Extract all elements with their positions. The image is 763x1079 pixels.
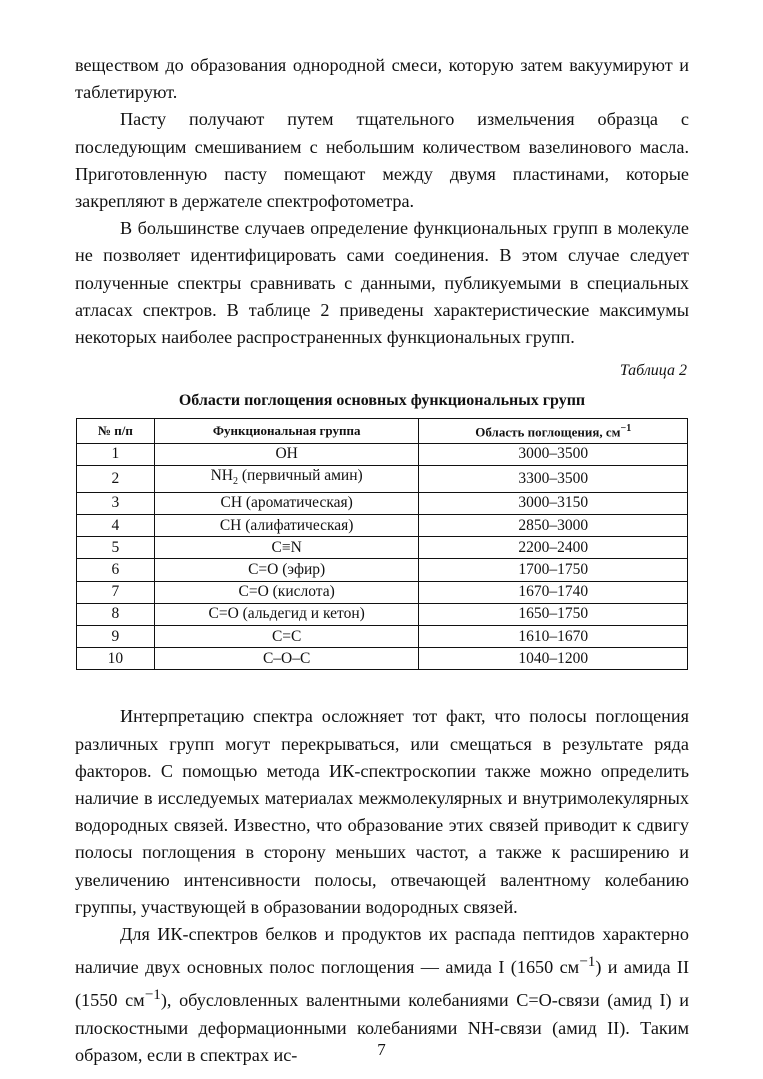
- absorption-table: [76, 418, 688, 670]
- cell-group: C–O–C: [154, 648, 419, 670]
- table-row: [77, 537, 688, 559]
- paragraph-5-part-2: ) и амида II (1550 см: [75, 957, 690, 1011]
- cell-range: 1040–1200: [419, 648, 688, 670]
- header-range-sup: −1: [620, 423, 632, 435]
- cell-number: 8: [77, 603, 155, 625]
- cell-number: 3: [77, 492, 155, 514]
- cell-range: 3000–3150: [419, 492, 688, 514]
- cell-group: C=O (кислота): [154, 581, 419, 603]
- header-group: Функциональная группа: [154, 419, 419, 443]
- table-label: Таблица 2: [619, 362, 687, 380]
- cell-group: C≡N: [154, 537, 419, 559]
- cell-range: 1610–1670: [419, 625, 688, 647]
- cell-number: 6: [77, 559, 155, 581]
- cell-group: [154, 465, 419, 492]
- cell-number: 7: [77, 581, 155, 603]
- table-row: [77, 492, 688, 514]
- header-range: [419, 419, 688, 443]
- cell-range: 2850–3000: [419, 515, 688, 537]
- table-row: [77, 465, 688, 492]
- table-header-row: [77, 419, 688, 443]
- cell-range: 1700–1750: [419, 559, 688, 581]
- cell-group: CH (алифатическая): [154, 515, 419, 537]
- cell-group: C=O (эфир): [154, 559, 419, 581]
- table-row: [77, 515, 688, 537]
- cell-number: 9: [77, 625, 155, 647]
- cell-number: 5: [77, 537, 155, 559]
- page-body: [75, 52, 689, 1069]
- cell-group: CH (ароматическая): [154, 492, 419, 514]
- header-number: № п/п: [77, 419, 155, 443]
- paragraph-5-part-1: Для ИК-спектров белков и продуктов их распада пептидов характерно наличие двух основных полос поглощения — амида I (1650 см: [75, 923, 689, 978]
- header-range-text: Область поглощения, см: [475, 424, 621, 440]
- cell-range: 3000–3500: [419, 443, 688, 465]
- table-caption: Области поглощения основных функциональных групп: [178, 392, 586, 410]
- cell-group-sub: 2: [232, 475, 238, 487]
- cell-group-base: NH: [210, 466, 233, 484]
- paragraph-2: Пасту получают путем тщательного измельчения образца с последующим смешиванием с небольшим количеством вазелинового масла. Приготовленную пасту помещают между двумя пластинами, которые закрепляют в держателе спектрофотометра.: [75, 109, 689, 212]
- cell-range: 1650–1750: [419, 603, 688, 625]
- cell-group: OH: [154, 443, 419, 465]
- paragraph-4: Интерпретацию спектра осложняет тот факт, что полосы поглощения различных групп могут перекрываться, или смещаться в результате ряда факторов. С помощью метода ИК-спектроскопии также можно определить наличие в исследуемых материалах межмолекулярных и внутримолекулярных водородных связей. Известно, что образование этих связей приводит к сдвигу полосы поглощения в сторону меньших частот, а также к расширению и увеличению интенсивности полосы, отвечающей валентному колебанию группы, участвующей в образовании водородных связей.: [75, 706, 689, 917]
- table-row: [77, 581, 688, 603]
- table-row: [77, 648, 688, 670]
- paragraph-5-sup-2: −1: [144, 986, 161, 1004]
- paragraph-3: В большинстве случаев определение функциональных групп в молекуле не позволяет идентифицировать сами соединения. В этом случае следует полученные спектры сравнивать с данными, публикуемыми в специальных атласах спектров. В таблице 2 приведены характеристические максимумы некоторых наиболее распространенных функциональных групп.: [75, 218, 689, 348]
- cell-number: 4: [77, 515, 155, 537]
- cell-group: C=C: [154, 625, 419, 647]
- table-row: [77, 625, 688, 647]
- paragraph-1: веществом до образования однородной смеси, которую затем вакуумируют и таблетируют.: [75, 55, 689, 103]
- cell-range: 1670–1740: [419, 581, 688, 603]
- cell-number: 1: [77, 443, 155, 465]
- table-row: [77, 603, 688, 625]
- cell-number: 10: [77, 648, 155, 670]
- cell-range: 3300–3500: [419, 465, 688, 492]
- cell-group-rest: (первичный амин): [237, 466, 363, 484]
- paragraph-5-sup-1: −1: [579, 953, 596, 971]
- page-number: 7: [377, 1040, 386, 1059]
- table-row: [77, 443, 688, 465]
- cell-range: 2200–2400: [419, 537, 688, 559]
- paragraph-5-part-3: ), обусловленных валентными колебаниями С=О-связи (амид I) и плоскостными деформационными колебаниями NH-связи (амид II). Таким образом, если в спектрах ис-: [75, 990, 690, 1065]
- cell-number: 2: [77, 465, 155, 492]
- table-row: [77, 559, 688, 581]
- cell-group: C=O (альдегид и кетон): [154, 603, 419, 625]
